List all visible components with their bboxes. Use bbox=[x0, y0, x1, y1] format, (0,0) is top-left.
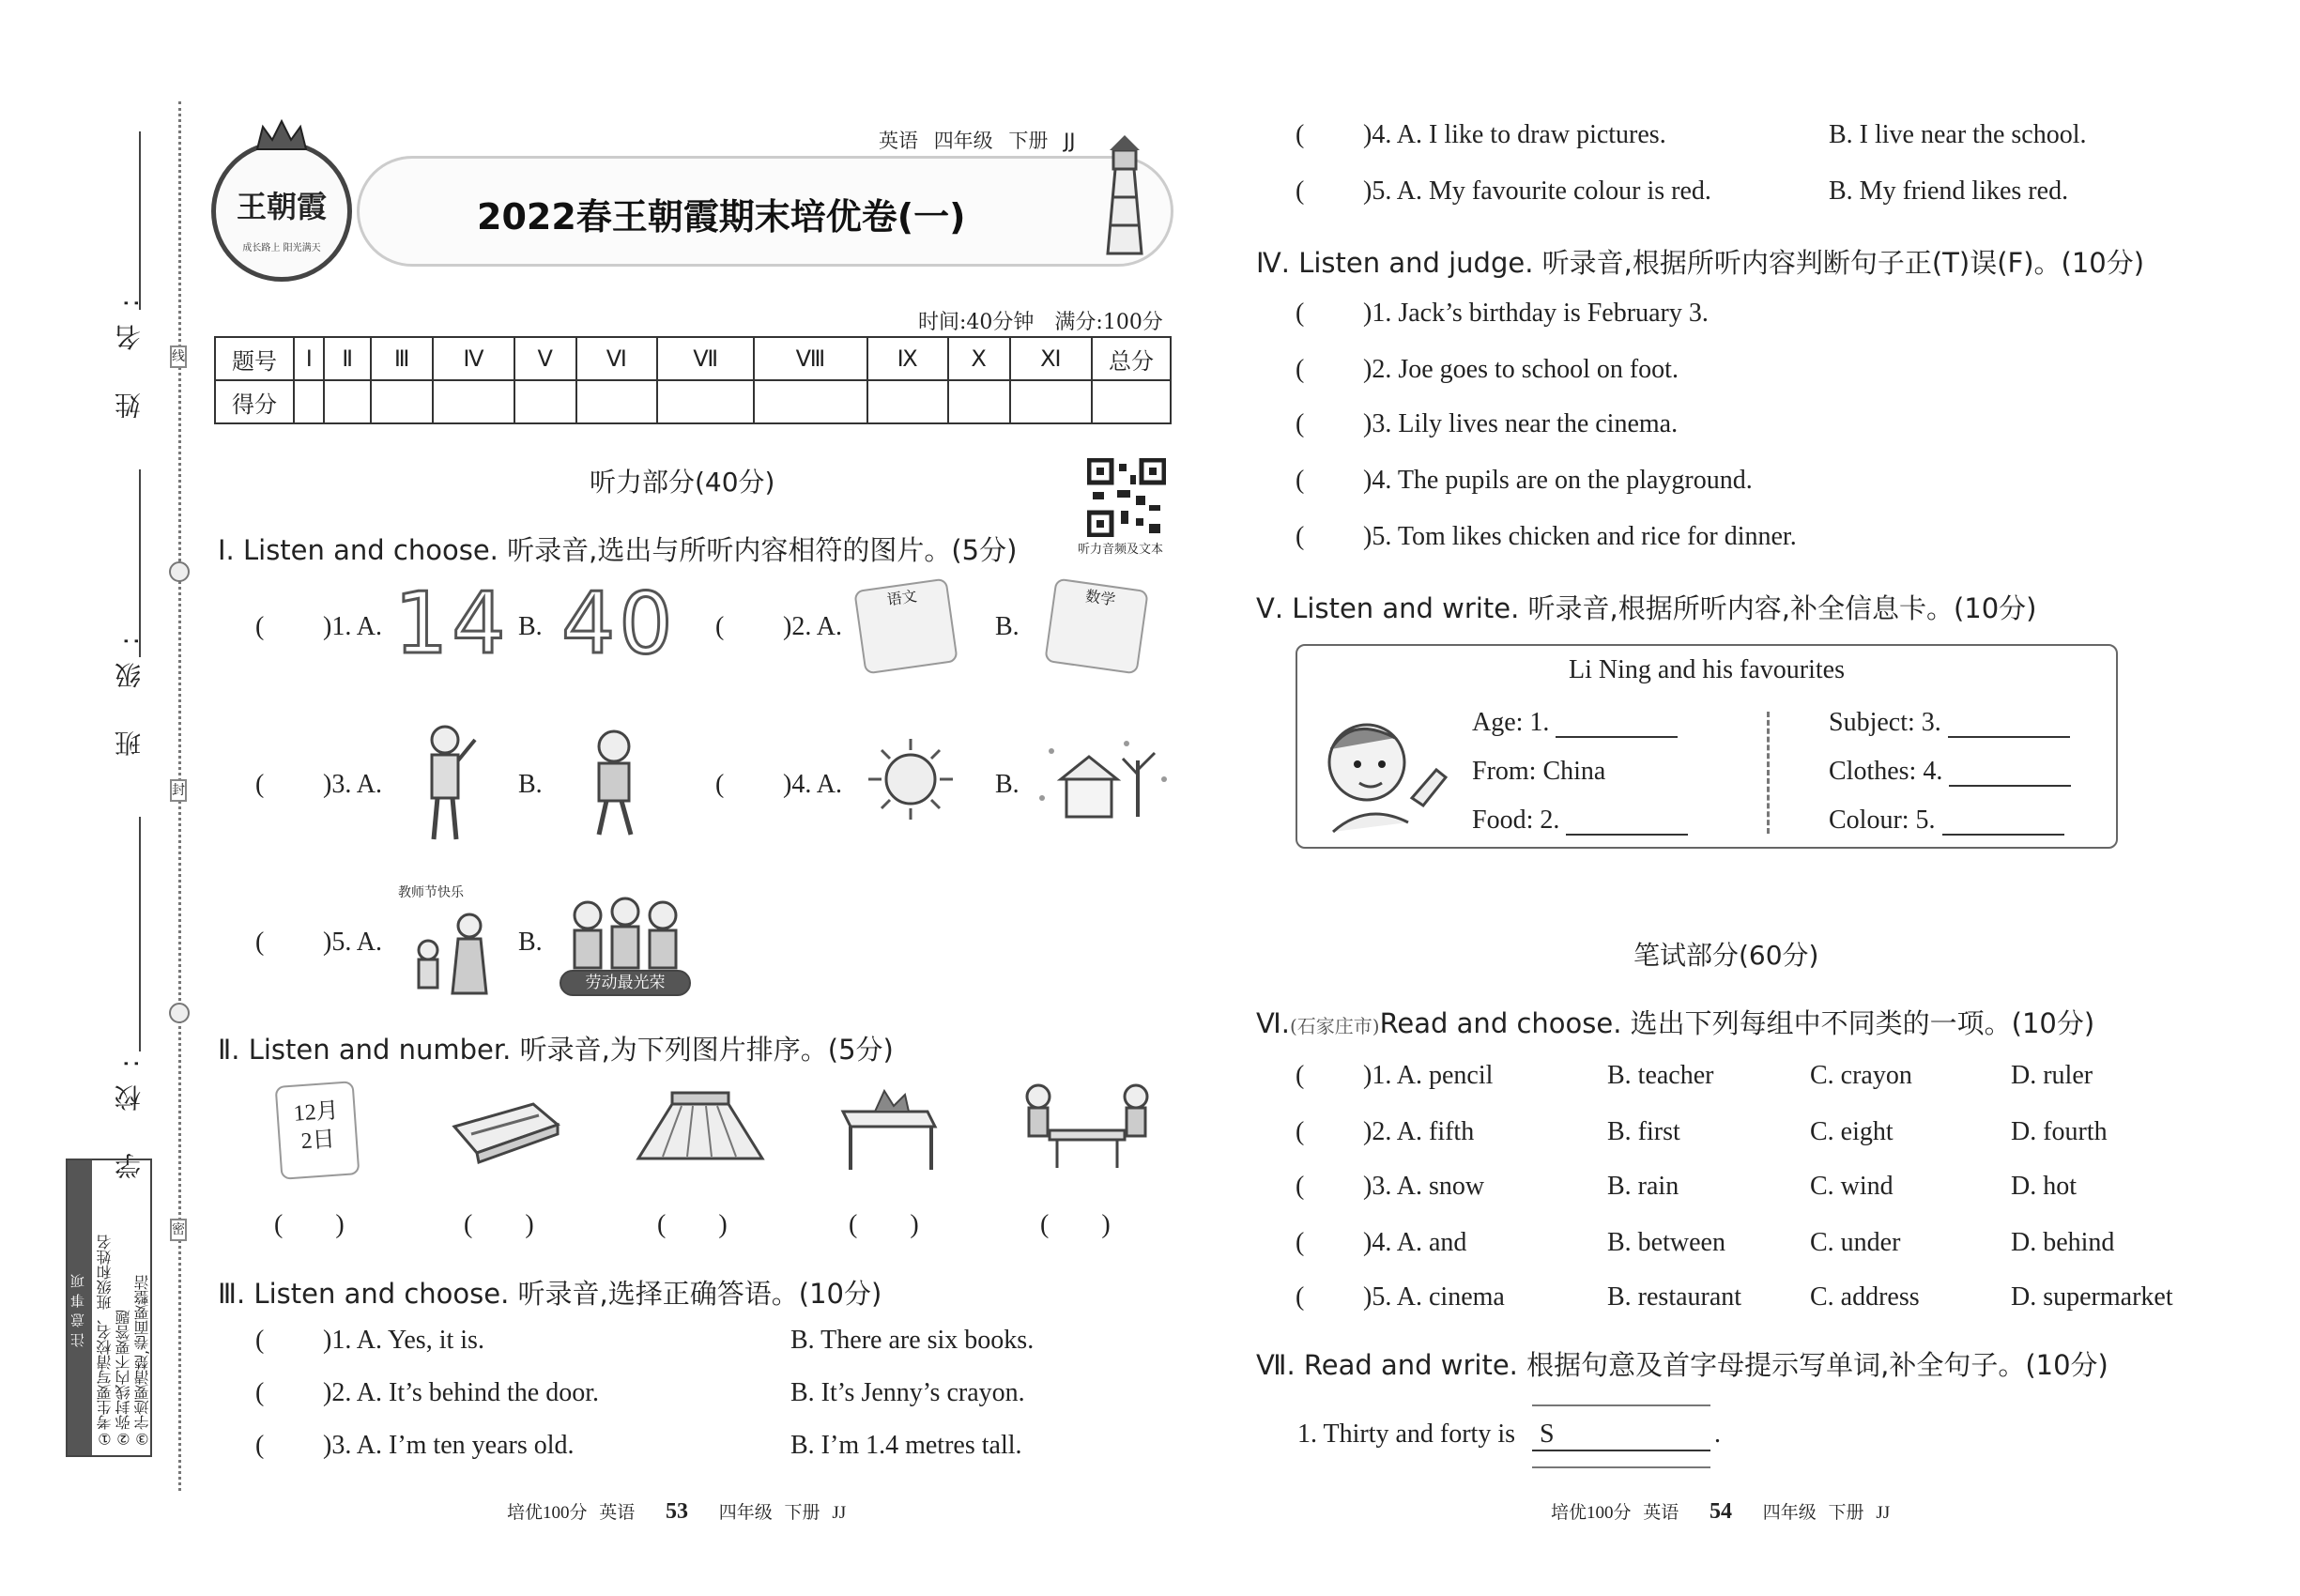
s4-q1: )1. Jack’s birthday is February 3. bbox=[1363, 299, 1709, 328]
answer-paren[interactable]: ( bbox=[1296, 1172, 1305, 1201]
answer-paren[interactable]: ( bbox=[255, 1326, 265, 1355]
s4-q4: )4. The pupils are on the playground. bbox=[1363, 466, 1753, 495]
number-blank-4[interactable]: ( ) bbox=[849, 1210, 919, 1239]
labour-day-icon[interactable] bbox=[560, 887, 691, 1000]
score-col: Ⅳ bbox=[433, 337, 514, 380]
cut-mark-3: 密 bbox=[170, 1219, 187, 1241]
s3-q5-option-b: B. My friend likes red. bbox=[1829, 176, 2069, 206]
score-col: Ⅰ bbox=[294, 337, 324, 380]
s7-q1-end: . bbox=[1714, 1420, 1721, 1449]
number-blank-3[interactable]: ( ) bbox=[657, 1210, 728, 1239]
s6-q4-b: B. between bbox=[1607, 1228, 1725, 1257]
s4-q5: )5. Tom likes chicken and rice for dinner. bbox=[1363, 522, 1797, 551]
answer-paren[interactable]: ( bbox=[1296, 299, 1305, 328]
footer-brand: 培优100分 bbox=[1551, 1503, 1632, 1523]
score-cell[interactable] bbox=[324, 380, 370, 423]
food-label: Food: 2. bbox=[1472, 806, 1560, 835]
teachers-day-icon[interactable] bbox=[398, 882, 501, 1005]
footer-edition: JJ bbox=[1876, 1503, 1891, 1523]
s6-instruction: Read and choose. 选出下列每组中不同类的一项。(10分) bbox=[1379, 1007, 2095, 1039]
page-number: 53 bbox=[666, 1499, 689, 1524]
s1-q2-b-label: B. bbox=[995, 612, 1020, 641]
s6-q3-b: B. rain bbox=[1607, 1172, 1679, 1201]
score-table bbox=[214, 336, 1172, 424]
field-from: From: China bbox=[1472, 757, 1606, 786]
cut-mark-2: 封 bbox=[170, 779, 187, 802]
s6-city: (石家庄市) bbox=[1289, 1015, 1380, 1037]
notice-title: 注意事项 bbox=[68, 1160, 92, 1455]
field-subject bbox=[1829, 708, 2070, 738]
s6-q2-c: C. eight bbox=[1810, 1117, 1894, 1146]
logo-sub: 成长路上 阳光满天 bbox=[242, 243, 321, 253]
score-cell[interactable] bbox=[433, 380, 514, 423]
answer-paren[interactable]: ( bbox=[1296, 1228, 1305, 1257]
score-cell[interactable] bbox=[514, 380, 576, 423]
cut-mark-1: 线 bbox=[170, 345, 187, 368]
page-title: 2022春王朝霞期末培优卷(一) bbox=[477, 196, 966, 238]
card-title: Li Ning and his favourites bbox=[1569, 655, 1845, 684]
s1-q1-b-label: B. bbox=[518, 612, 543, 641]
s6-q5-d: D. supermarket bbox=[2011, 1282, 2173, 1312]
footer-grade: 四年级 bbox=[718, 1503, 773, 1523]
s6-q1-b: B. teacher bbox=[1607, 1061, 1714, 1090]
s3-q5-option-a: )5. A. My favourite colour is red. bbox=[1363, 176, 1711, 206]
qr-caption: 听力音频及文本 bbox=[1078, 543, 1164, 557]
section-3-title: Ⅲ. Listen and choose. 听录音,选择正确答语。(10分) bbox=[218, 1278, 882, 1310]
score-cell[interactable] bbox=[371, 380, 433, 423]
score-cell[interactable] bbox=[948, 380, 1010, 423]
header-meta bbox=[879, 126, 1075, 154]
listening-title: 听力部分(40分) bbox=[590, 467, 775, 498]
score-cell[interactable] bbox=[657, 380, 754, 423]
sun-icon[interactable] bbox=[859, 737, 962, 821]
crown-icon bbox=[255, 119, 308, 151]
answer-paren[interactable]: ( bbox=[255, 1378, 265, 1407]
footer-grade: 四年级 bbox=[1762, 1503, 1817, 1523]
answer-paren[interactable]: ( bbox=[1296, 176, 1305, 206]
answer-paren[interactable]: ( bbox=[1296, 466, 1305, 495]
labour-banner: 劳动最光荣 bbox=[560, 970, 691, 996]
notice-item-2: ②弥封线内不要答题 bbox=[115, 1310, 132, 1448]
s1-q2-label: )2. A. bbox=[783, 612, 842, 641]
calendar-day: 2日 bbox=[299, 1127, 336, 1155]
write-blank[interactable] bbox=[1532, 1420, 1710, 1451]
four-line-top bbox=[1532, 1404, 1710, 1406]
workers-icon bbox=[560, 887, 691, 972]
qr-code-icon bbox=[1087, 458, 1166, 537]
field-food bbox=[1472, 806, 1688, 836]
ping-pong-icon[interactable] bbox=[1021, 1078, 1153, 1175]
s6-q3-d: D. hot bbox=[2011, 1172, 2077, 1201]
s4-q3: )3. Lily lives near the cinema. bbox=[1363, 409, 1679, 438]
footer-subject: 英语 bbox=[1643, 1503, 1679, 1523]
hole-1 bbox=[169, 561, 190, 582]
score-col: Ⅵ bbox=[576, 337, 657, 380]
field-clothes bbox=[1829, 757, 2071, 787]
age-label: Age: 1. bbox=[1472, 708, 1550, 737]
colour-label: Colour: 5. bbox=[1829, 806, 1936, 835]
s6-q4-a: )4. A. and bbox=[1363, 1228, 1467, 1257]
pencil-case-icon[interactable] bbox=[449, 1098, 561, 1164]
age-blank[interactable] bbox=[1556, 715, 1678, 738]
score-col: Ⅶ bbox=[657, 337, 754, 380]
chinese-book-icon[interactable] bbox=[853, 577, 958, 674]
subject-blank[interactable] bbox=[1948, 715, 2070, 738]
score-col: Ⅲ bbox=[371, 337, 433, 380]
answer-paren[interactable]: ( bbox=[1296, 120, 1305, 149]
answer-paren[interactable]: ( bbox=[1296, 409, 1305, 438]
s1-q4-b-label: B. bbox=[995, 770, 1020, 799]
score-cell[interactable] bbox=[1010, 380, 1092, 423]
s6-q1-a: )1. A. pencil bbox=[1363, 1061, 1494, 1090]
score-col: Ⅹ bbox=[948, 337, 1010, 380]
s6-q5-a: )5. A. cinema bbox=[1363, 1282, 1505, 1312]
s1-q1-option-b[interactable]: 40 bbox=[561, 575, 677, 673]
s3-q2-option-a: )2. A. It’s behind the door. bbox=[323, 1378, 599, 1407]
s1-q3-b-label: B. bbox=[518, 770, 543, 799]
field-age bbox=[1472, 708, 1678, 738]
s1-q5-label: )5. A. bbox=[323, 928, 382, 957]
writing-title: 笔试部分(60分) bbox=[1633, 940, 1819, 971]
hint-letter: S bbox=[1540, 1420, 1555, 1449]
score-col-total: 总分 bbox=[1092, 337, 1171, 380]
score-head-number: 题号 bbox=[215, 337, 294, 380]
time-score: 时间:40分钟 满分:100分 bbox=[918, 311, 1163, 334]
s3-q2-option-b: B. It’s Jenny’s crayon. bbox=[790, 1378, 1025, 1407]
food-blank[interactable] bbox=[1566, 813, 1688, 836]
meta-subject: 英语 bbox=[879, 130, 918, 152]
card-divider bbox=[1767, 712, 1770, 834]
teacher-icon[interactable] bbox=[413, 723, 479, 845]
score-cell[interactable] bbox=[867, 380, 948, 423]
s4-q2: )2. Joe goes to school on foot. bbox=[1363, 355, 1679, 384]
student-icon[interactable] bbox=[582, 728, 648, 840]
colour-blank[interactable] bbox=[1942, 813, 2064, 836]
calendar-icon[interactable] bbox=[275, 1081, 360, 1180]
s6-number: Ⅵ. bbox=[1256, 1007, 1290, 1039]
subject-label: Subject: 3. bbox=[1829, 708, 1941, 737]
book-label: 语文 bbox=[885, 587, 918, 609]
score-cell[interactable] bbox=[1092, 380, 1171, 423]
meta-edition: JJ bbox=[1064, 130, 1076, 152]
score-col: Ⅷ bbox=[754, 337, 866, 380]
answer-paren[interactable]: ( bbox=[255, 928, 265, 957]
teacher-child-icon bbox=[407, 903, 498, 1003]
score-cell[interactable] bbox=[576, 380, 657, 423]
four-line-bottom bbox=[1532, 1466, 1710, 1468]
answer-paren[interactable]: ( bbox=[255, 612, 265, 641]
s3-q3-option-a: )3. A. I’m ten years old. bbox=[323, 1431, 575, 1460]
logo-text: 王朝霞 bbox=[236, 189, 327, 224]
answer-paren[interactable]: ( bbox=[255, 1431, 265, 1460]
answer-paren[interactable]: ( bbox=[1296, 1117, 1305, 1146]
s1-q4-label: )4. A. bbox=[783, 770, 842, 799]
score-head-points: 得分 bbox=[215, 380, 294, 423]
math-book-icon[interactable] bbox=[1044, 577, 1149, 674]
picture-caption: 教师节快乐 bbox=[398, 885, 464, 900]
section-1-title: Ⅰ. Listen and choose. 听录音,选出与所听内容相符的图片。(5分) bbox=[218, 534, 1018, 566]
score-cell[interactable] bbox=[294, 380, 324, 423]
footer-left bbox=[507, 1498, 846, 1525]
footer-subject: 英语 bbox=[599, 1503, 636, 1523]
s3-q3-option-b: B. I’m 1.4 metres tall. bbox=[790, 1431, 1022, 1460]
clothes-label: Clothes: 4. bbox=[1829, 757, 1943, 786]
notice-item-3: ③字迹要清楚,卷面要整洁 bbox=[133, 1274, 151, 1448]
answer-paren[interactable]: ( bbox=[1296, 355, 1305, 384]
s6-q5-b: B. restaurant bbox=[1607, 1282, 1742, 1312]
score-cell[interactable] bbox=[754, 380, 866, 423]
s6-q4-d: D. behind bbox=[2011, 1228, 2115, 1257]
name-label: 姓 名: bbox=[114, 282, 145, 420]
info-card bbox=[1296, 644, 2118, 849]
s1-q5-b-label: B. bbox=[518, 928, 543, 957]
school-label: 学 校: bbox=[114, 1042, 145, 1180]
number-blank-1[interactable]: ( ) bbox=[274, 1210, 345, 1239]
s6-q1-c: C. crayon bbox=[1810, 1061, 1912, 1090]
school-line bbox=[139, 817, 141, 1051]
s3-q4-option-a: )4. A. I like to draw pictures. bbox=[1363, 120, 1666, 149]
s1-q3-label: )3. A. bbox=[323, 770, 382, 799]
footer-right bbox=[1551, 1498, 1890, 1525]
s6-q2-a: )2. A. fifth bbox=[1363, 1117, 1475, 1146]
snow-house-icon[interactable] bbox=[1033, 732, 1173, 826]
s3-q1-option-a: )1. A. Yes, it is. bbox=[323, 1326, 484, 1355]
answer-paren[interactable]: ( bbox=[255, 770, 265, 799]
s7-q1-text: 1. Thirty and forty is bbox=[1297, 1420, 1516, 1449]
field-colour bbox=[1829, 806, 2064, 836]
s6-q2-b: B. first bbox=[1607, 1117, 1680, 1146]
score-col: Ⅸ bbox=[867, 337, 948, 380]
section-7-title: Ⅶ. Read and write. 根据句意及首字母提示写单词,补全句子。(10分) bbox=[1256, 1349, 2108, 1381]
answer-paren[interactable]: ( bbox=[1296, 522, 1305, 551]
s6-q1-d: D. ruler bbox=[2011, 1061, 2093, 1090]
section-5-title: Ⅴ. Listen and write. 听录音,根据所听内容,补全信息卡。(10分) bbox=[1256, 592, 2037, 624]
calendar-month: 12月 bbox=[292, 1098, 340, 1127]
s1-q1-label: )1. A. bbox=[323, 612, 382, 641]
s6-q3-c: C. wind bbox=[1810, 1172, 1894, 1201]
s3-q1-option-b: B. There are six books. bbox=[790, 1326, 1035, 1355]
answer-paren[interactable]: ( bbox=[715, 770, 725, 799]
meta-grade: 四年级 bbox=[933, 130, 993, 152]
number-blank-5[interactable]: ( ) bbox=[1040, 1210, 1111, 1239]
clothes-blank[interactable] bbox=[1949, 764, 2071, 787]
s3-q4-option-b: B. I live near the school. bbox=[1829, 120, 2087, 149]
notice-box bbox=[66, 1159, 152, 1457]
notice-item-1: ①考生要写清校名、班级和姓名 bbox=[96, 1235, 114, 1448]
book-label: 数学 bbox=[1084, 587, 1117, 609]
logo bbox=[211, 141, 352, 282]
number-blank-2[interactable]: ( ) bbox=[464, 1210, 534, 1239]
page-number: 54 bbox=[1710, 1499, 1733, 1524]
section-6-title bbox=[1256, 1003, 2094, 1041]
meta-term: 下册 bbox=[1008, 130, 1049, 152]
skirt-icon[interactable] bbox=[635, 1089, 766, 1164]
s6-q4-c: C. under bbox=[1810, 1228, 1901, 1257]
footer-term: 下册 bbox=[1828, 1503, 1864, 1523]
answer-paren[interactable]: ( bbox=[1296, 1061, 1305, 1090]
footer-term: 下册 bbox=[784, 1503, 820, 1523]
s6-q2-d: D. fourth bbox=[2011, 1117, 2108, 1146]
section-4-title: Ⅳ. Listen and judge. 听录音,根据所听内容判断句子正(T)误(F)。(10分) bbox=[1256, 247, 2145, 279]
score-col: Ⅱ bbox=[324, 337, 370, 380]
section-2-title: Ⅱ. Listen and number. 听录音,为下列图片排序。(5分) bbox=[218, 1034, 894, 1066]
s1-q1-option-a[interactable]: 14 bbox=[394, 575, 510, 673]
boy-icon bbox=[1305, 712, 1455, 834]
score-row-number bbox=[215, 337, 1171, 380]
footer-edition: JJ bbox=[832, 1503, 847, 1523]
s6-q5-c: C. address bbox=[1810, 1282, 1920, 1312]
class-label: 班 级: bbox=[114, 620, 145, 758]
s6-q3-a: )3. A. snow bbox=[1363, 1172, 1485, 1201]
score-row-points bbox=[215, 380, 1171, 423]
score-col: Ⅺ bbox=[1010, 337, 1092, 380]
answer-paren[interactable]: ( bbox=[715, 612, 725, 641]
hole-2 bbox=[169, 1003, 190, 1023]
score-col: Ⅴ bbox=[514, 337, 576, 380]
answer-paren[interactable]: ( bbox=[1296, 1282, 1305, 1312]
lighthouse-icon bbox=[1078, 131, 1172, 263]
footer-brand: 培优100分 bbox=[507, 1503, 588, 1523]
desk-icon[interactable] bbox=[837, 1080, 941, 1174]
